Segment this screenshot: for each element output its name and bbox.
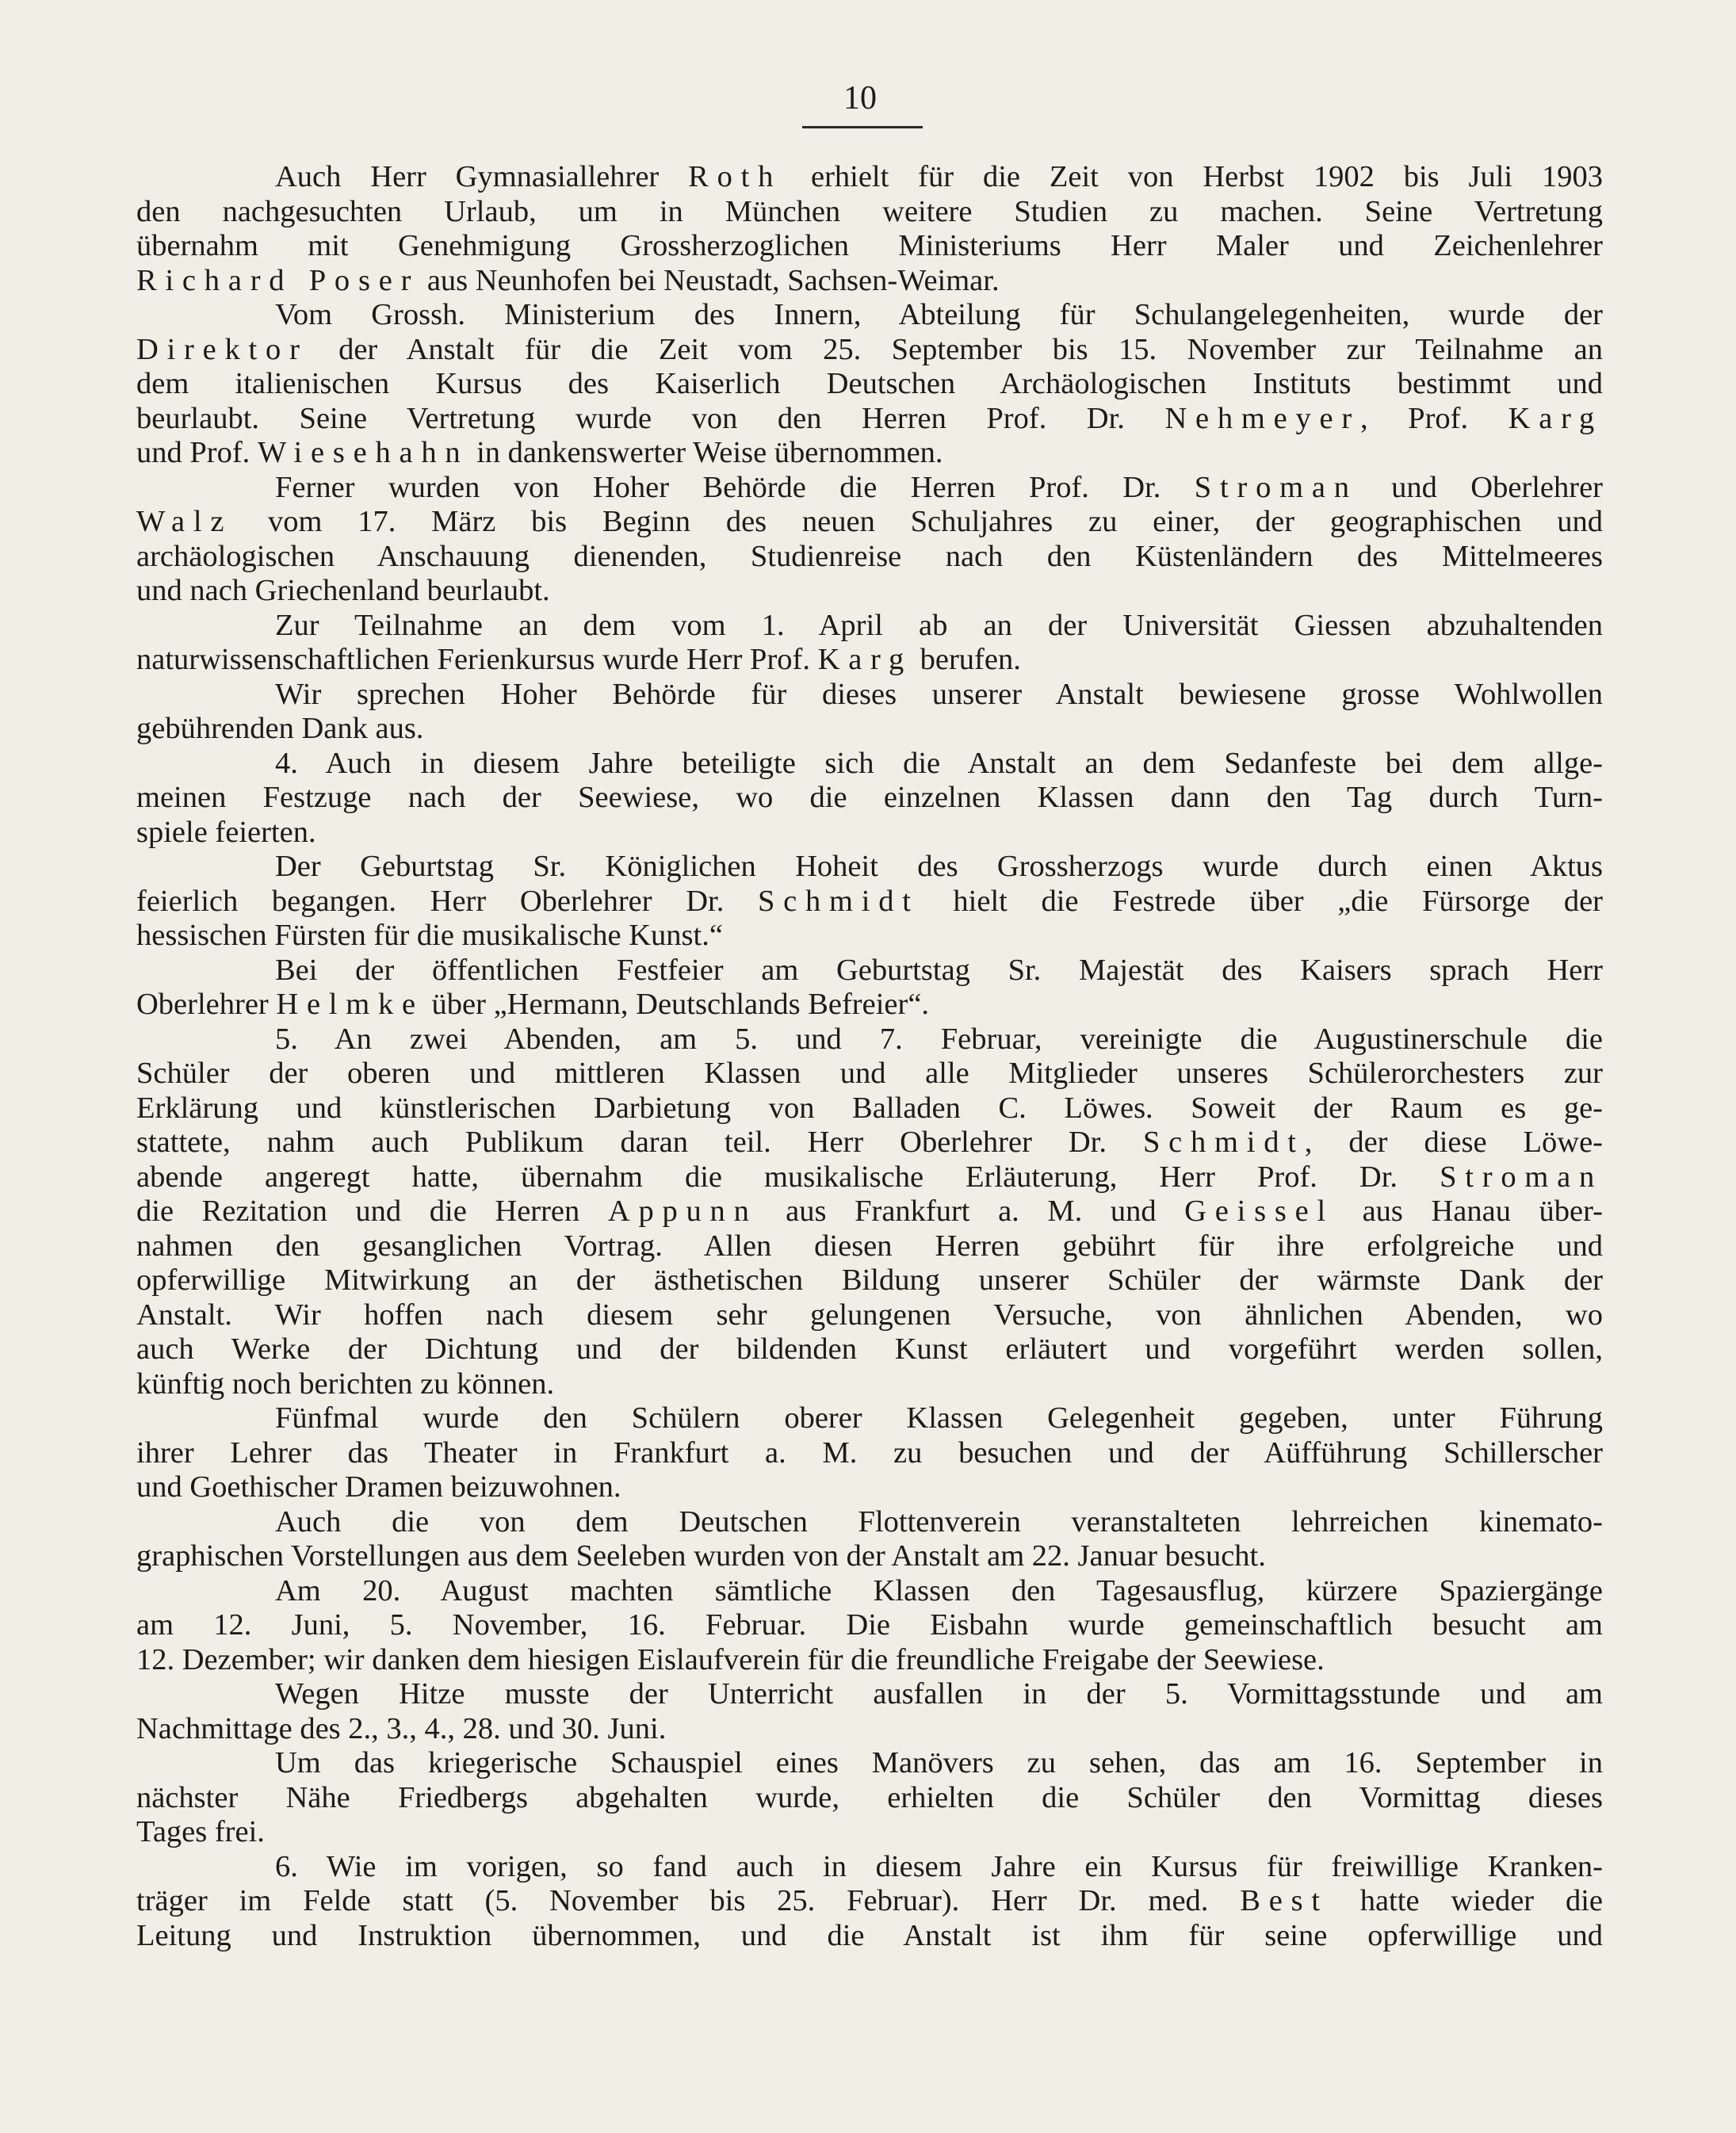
text-line: [136, 333, 1603, 368]
text-segment: 12. Dezember; wir danken dem hiesigen Eislaufverein für die freundliche Freigabe der Seewiese.: [136, 1642, 1325, 1676]
text-line: [136, 1919, 1603, 1954]
text-segment: spiele feierten.: [136, 815, 316, 849]
text-line: [136, 1023, 1603, 1057]
text-segment: der Anstalt für die Zeit vom 25. September bis 15. November zur Teilnahme an: [308, 332, 1603, 366]
text-line: [136, 1470, 1603, 1505]
text-line: [136, 367, 1603, 402]
spaced-name: Nehmeyer: [1164, 401, 1361, 435]
spaced-name: Schmidt: [1142, 1126, 1305, 1159]
text-line: [136, 1263, 1603, 1298]
text-segment: Vom Grossh. Ministerium des Innern, Abteilung für Schulangelegenheiten, wurde der: [275, 298, 1603, 331]
text-line: [136, 1160, 1603, 1195]
text-line: [136, 1677, 1603, 1712]
text-line: [136, 1298, 1603, 1333]
spaced-name: Geissel: [1184, 1195, 1334, 1228]
text-line: [136, 1539, 1603, 1574]
text-segment: Am 20. August machten sämtliche Klassen den Tagesausflug, kürzere Spaziergänge: [275, 1573, 1603, 1607]
spaced-name: Direktor: [136, 332, 308, 366]
text-line: [136, 1746, 1603, 1781]
text-segment: Bei der öffentlichen Festfeier am Geburtstag Sr. Majestät des Kaisers sprach Herr: [275, 953, 1603, 987]
text-line: [136, 505, 1603, 540]
text-segment: künftig noch berichten zu können.: [136, 1367, 555, 1401]
text-segment: aus Hanau über-: [1333, 1195, 1604, 1228]
text-line: [136, 1712, 1603, 1747]
spaced-name: Best: [1240, 1884, 1329, 1917]
page-number: 10: [843, 80, 877, 117]
text-segment: träger im Felde statt (5. November bis 25. Februar). Herr Dr. med.: [136, 1884, 1241, 1917]
text-segment: und Oberlehrer: [1357, 470, 1603, 504]
text-line: [136, 1505, 1603, 1540]
text-segment: hessischen Fürsten für die musikalische Kunst.“: [136, 919, 723, 952]
text-line: [136, 574, 1603, 609]
text-line: [136, 195, 1603, 230]
text-segment: Auch Herr Gymnasiallehrer: [275, 160, 689, 193]
text-segment: hatte wieder die: [1328, 1884, 1604, 1917]
text-line: [136, 540, 1603, 575]
text-line: [136, 229, 1603, 264]
text-line: [136, 1367, 1603, 1402]
text-segment: Erklärung und künstlerischen Darbietung von Balladen C. Löwes. Soweit der Raum es ge-: [136, 1091, 1603, 1125]
text-segment: Um das kriegerische Schauspiel eines Manövers zu sehen, das am 16. September in: [275, 1746, 1603, 1779]
text-line: [136, 885, 1603, 919]
text-segment: am 12. Juni, 5. November, 16. Februar. Die Eisbahn wurde gemeinschaftlich besucht am: [136, 1608, 1603, 1642]
text-segment: vom 17. März bis Beginn des neuen Schuljahres zu einer, der geographischen und: [232, 505, 1603, 538]
text-segment: Wegen Hitze musste der Unterricht ausfallen in der 5. Vormittagsstunde und am: [275, 1677, 1603, 1711]
spaced-name: Stroman: [1440, 1160, 1603, 1194]
text-segment: Schüler der oberen und mittleren Klassen und alle Mitglieder unseres Schülerorchesters zur: [136, 1057, 1603, 1090]
spaced-name: Appunn: [607, 1195, 758, 1228]
text-segment: , der diese Löwe-: [1304, 1126, 1603, 1159]
text-line: [136, 436, 1603, 471]
text-line: [136, 1126, 1603, 1160]
text-line: [136, 402, 1603, 437]
text-segment: gebührenden Dank aus.: [136, 712, 424, 745]
text-segment: naturwissenschaftlichen Ferienkursus wurde Herr Prof.: [136, 643, 818, 676]
text-line: [136, 1781, 1603, 1816]
text-segment: beurlaubt. Seine Vertretung wurde von den Herren Prof. Dr.: [136, 401, 1165, 435]
text-line: [136, 298, 1603, 333]
text-line: [136, 678, 1603, 713]
text-segment: abende angeregt hatte, übernahm die musikalische Erläuterung, Herr Prof. Dr.: [136, 1160, 1440, 1194]
spaced-name: Karg: [817, 643, 912, 676]
text-line: [136, 1574, 1603, 1609]
text-segment: den nachgesuchten Urlaub, um in München weitere Studien zu machen. Seine Vertretung: [136, 194, 1603, 228]
text-segment: Oberlehrer: [136, 988, 277, 1021]
text-segment: berufen.: [912, 643, 1021, 676]
text-segment: Tages frei.: [136, 1815, 265, 1848]
text-segment: und Goethischer Dramen beizuwohnen.: [136, 1470, 621, 1504]
text-segment: Fünfmal wurde den Schülern oberer Klassen Gelegenheit gegeben, unter Führung: [275, 1401, 1603, 1435]
text-segment: Auch die von dem Deutschen Flottenverein veranstalteten lehrreichen kinemato-: [275, 1504, 1603, 1539]
text-segment: Der Geburtstag Sr. Königlichen Hoheit des Grossherzogs wurde durch einen Aktus: [275, 850, 1603, 883]
text-segment: nahmen den gesanglichen Vortrag. Allen diesen Herren gebührt für ihre erfolgreiche und: [136, 1229, 1603, 1263]
text-line: [136, 1229, 1603, 1264]
text-line: [136, 850, 1603, 885]
text-line: [136, 919, 1603, 954]
text-line: [136, 712, 1603, 747]
text-segment: aus Neunhofen bei Neustadt, Sachsen-Weimar.: [419, 263, 1000, 297]
text-segment: hielt die Festrede über „die Fürsorge der: [919, 884, 1603, 918]
spaced-name: Stroman: [1194, 470, 1358, 504]
text-line: [136, 471, 1603, 506]
text-line: [136, 1401, 1603, 1436]
text-line: [136, 747, 1603, 782]
text-line: [136, 264, 1603, 299]
text-segment: Anstalt. Wir hoffen nach diesem sehr gelungenen Versuche, von ähnlichen Abenden, wo: [136, 1298, 1603, 1332]
text-segment: und nach Griechenland beurlaubt.: [136, 574, 550, 607]
body-text: [136, 160, 1603, 1953]
text-line: [136, 1195, 1603, 1229]
text-segment: und Prof.: [136, 436, 258, 469]
text-segment: 4. Auch in diesem Jahre beteiligte sich die Anstalt an dem Sedanfeste bei dem allge-: [275, 746, 1603, 780]
text-segment: feierlich begangen. Herr Oberlehrer Dr.: [136, 884, 758, 918]
text-segment: 6. Wie im vorigen, so fand auch in diesem Jahre ein Kursus für freiwillige Kranken-: [275, 1849, 1603, 1883]
text-segment: über „Hermann, Deutschlands Befreier“.: [423, 988, 930, 1021]
text-line: [136, 1608, 1603, 1643]
text-line: [136, 1436, 1603, 1471]
text-segment: auch Werke der Dichtung und der bildenden Kunst erläutert und vorgeführt werden sollen,: [136, 1332, 1603, 1366]
text-segment: die Rezitation und die Herren: [136, 1195, 608, 1228]
text-line: [136, 1850, 1603, 1885]
text-line: [136, 160, 1603, 195]
text-line: [136, 1884, 1603, 1919]
text-segment: dem italienischen Kursus des Kaiserlich Deutschen Archäologischen Instituts bestimmt und: [136, 367, 1603, 400]
spaced-name: Schmidt: [757, 884, 920, 918]
text-segment: Wir sprechen Hoher Behörde für dieses unserer Anstalt bewiesene grosse Wohlwollen: [275, 677, 1603, 711]
spaced-name: Richard Poser: [136, 263, 420, 297]
text-line: [136, 1057, 1603, 1091]
text-segment: graphischen Vorstellungen aus dem Seeleben wurden von der Anstalt am 22. Januar besucht.: [136, 1539, 1266, 1573]
text-segment: Nachmittage des 2., 3., 4., 28. und 30. Juni.: [136, 1711, 667, 1745]
text-segment: aus Frankfurt a. M. und: [757, 1195, 1185, 1228]
text-segment: , Prof.: [1360, 401, 1508, 435]
text-segment: meinen Festzuge nach der Seewiese, wo die einzelnen Klassen dann den Tag durch Turn-: [136, 781, 1603, 814]
text-line: [136, 609, 1603, 644]
text-segment: ihrer Lehrer das Theater in Frankfurt a. M. zu besuchen und der Aüfführung Schillerscher: [136, 1435, 1603, 1470]
text-segment: nächster Nähe Friedbergs abgehalten wurde, erhielten die Schüler den Vormittag dieses: [136, 1780, 1603, 1814]
text-segment: übernahm mit Genehmigung Grossherzoglichen Ministeriums Herr Maler und Zeichenlehrer: [136, 229, 1603, 262]
text-segment: opferwillige Mitwirkung an der ästhetischen Bildung unserer Schüler der wärmste Dank der: [136, 1263, 1603, 1297]
spaced-name: Walz: [136, 505, 233, 538]
text-line: [136, 781, 1603, 816]
page-number-rule: [802, 126, 923, 128]
spaced-name: Wiesehahn: [257, 436, 469, 469]
text-line: [136, 1332, 1603, 1367]
text-segment: 5. An zwei Abenden, am 5. und 7. Februar, vereinigte die Augustinerschule die: [275, 1022, 1603, 1056]
text-segment: Zur Teilnahme an dem vom 1. April ab an der Universität Giessen abzuhaltenden: [275, 608, 1603, 642]
text-segment: stattete, nahm auch Publikum daran teil. Herr Oberlehrer Dr.: [136, 1126, 1143, 1159]
spaced-name: Roth: [688, 160, 782, 193]
spaced-name: Helmke: [276, 988, 424, 1021]
text-line: [136, 1815, 1603, 1850]
text-line: [136, 1643, 1603, 1678]
text-segment: archäologischen Anschauung dienenden, Studienreise nach den Küstenländern des Mittelmeeres: [136, 539, 1603, 573]
text-segment: in dankenswerter Weise übernommen.: [468, 436, 943, 469]
spaced-name: Karg: [1508, 401, 1604, 435]
text-segment: Leitung und Instruktion übernommen, und die Anstalt ist ihm für seine opferwillige und: [136, 1918, 1603, 1952]
text-segment: erhielt für die Zeit von Herbst 1902 bis Juli 1903: [782, 160, 1603, 193]
text-line: [136, 816, 1603, 851]
text-line: [136, 1091, 1603, 1126]
text-line: [136, 643, 1603, 678]
text-line: [136, 988, 1603, 1023]
text-segment: Ferner wurden von Hoher Behörde die Herren Prof. Dr.: [275, 470, 1195, 504]
text-line: [136, 954, 1603, 988]
